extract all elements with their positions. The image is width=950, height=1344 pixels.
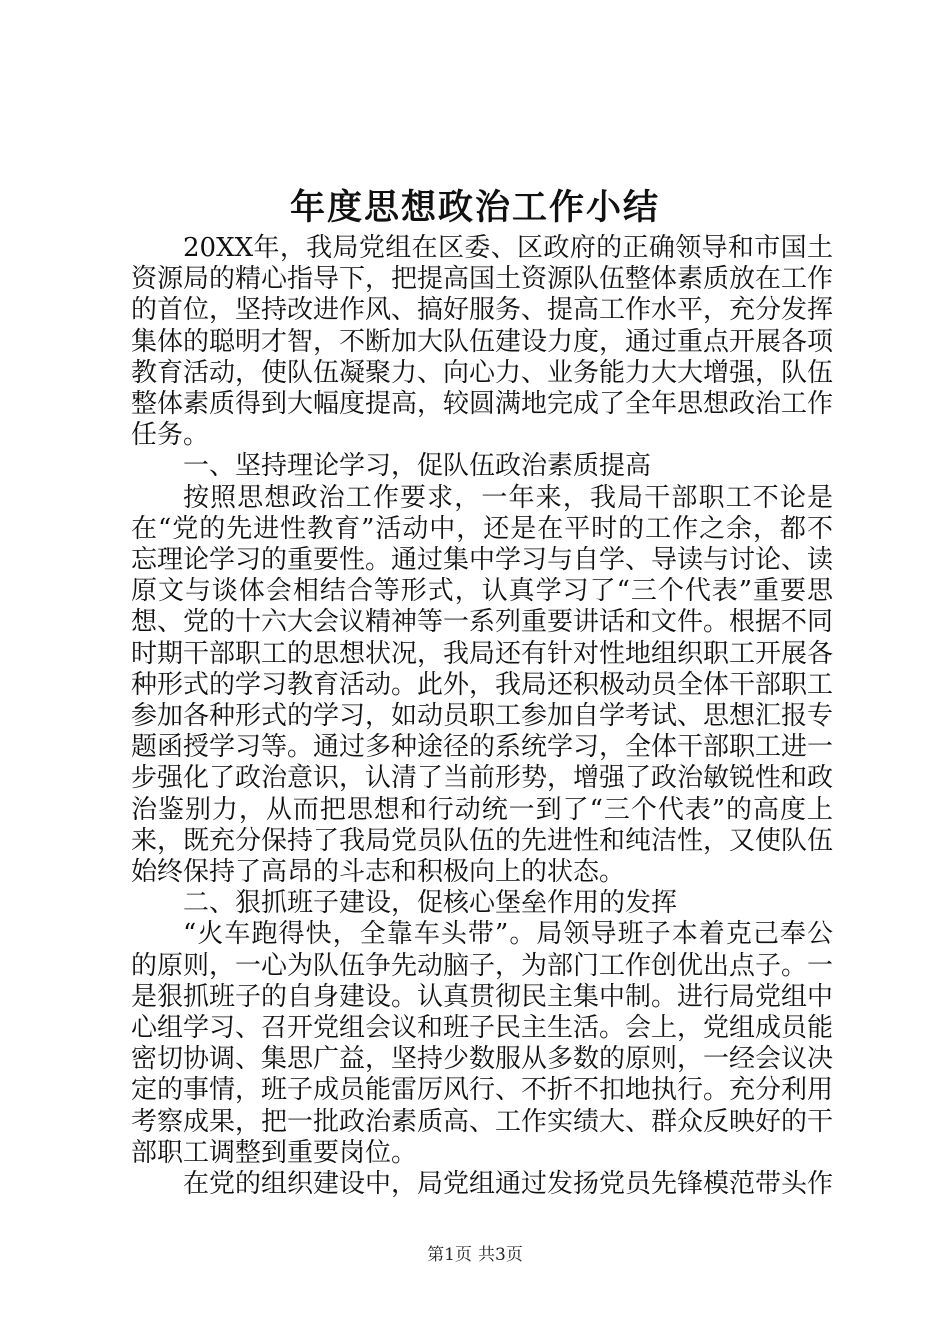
section-2-paragraph-continued: 在党的组织建设中，局党组通过发扬党员先锋模范带头作: [183, 1169, 834, 1200]
page-footer: [0, 1244, 950, 1266]
section-heading-1: 一、坚持理论学习，促队伍政治素质提高: [183, 451, 652, 482]
page-total: 共3页: [478, 1245, 523, 1265]
document-body: [131, 233, 833, 1200]
intro-paragraph: 20XX年，我局党组在区委、区政府的正确领导和市国土资源局的精心指导下，把提高国土资源队伍整体素质放在工作的首位，坚持改进作风、搞好服务、提高工作水平，充分发挥集体的聪明才智，不断加大队伍建设力度，通过重点开展各项教育活动，使队伍凝聚力、向心力、业务能力大大增强，队伍整体素质得到大幅度提高，较圆满地完成了全年思想政治工作任务。: [131, 233, 834, 451]
document-title: 年度思想政治工作小结: [289, 187, 660, 228]
section-2-paragraph: “火车跑得快，全靠车头带”。局领导班子本着克己奉公的原则，一心为队伍争先动脑子，为部门工作创优出点子。一是狠抓班子的自身建设。认真贯彻民主集中制。进行局党组中心组学习、召开党组会议和班子民主生活。会上，党组成员能密切协调、集思广益，坚持少数服从多数的原则，一经会议决定的事情，班子成员能雷厉风行、不折不扣地执行。充分利用考察成果，把一批政治素质高、工作实绩大、群众反映好的干部职工调整到重要岗位。: [131, 919, 834, 1168]
section-1-paragraph: 按照思想政治工作要求，一年来，我局干部职工不论是在“党的先进性教育”活动中，还是在平时的工作之余，都不忘理论学习的重要性。通过集中学习与自学、导读与讨论、读原文与谈体会相结合等形式，认真学习了“三个代表”重要思想、党的十六大会议精神等一系列重要讲话和文件。根据不同时期干部职工的思想状况，我局还有针对性地组织职工开展各种形式的学习教育活动。此外，我局还积极动员全体干部职工参加各种形式的学习，如动员职工参加自学考试、思想汇报专题函授学习等。通过多种途径的系统学习，全体干部职工进一步强化了政治意识，认清了当前形势，增强了政治敏锐性和政治鉴别力，从而把思想和行动统一到了“三个代表”的高度上来，既充分保持了我局党员队伍的先进性和纯洁性，又使队伍始终保持了高昂的斗志和积极向上的状态。: [131, 482, 834, 888]
section-heading-2: 二、狠抓班子建设，促核心堡垒作用的发挥: [183, 888, 678, 919]
page-number: 第1页: [427, 1245, 472, 1265]
